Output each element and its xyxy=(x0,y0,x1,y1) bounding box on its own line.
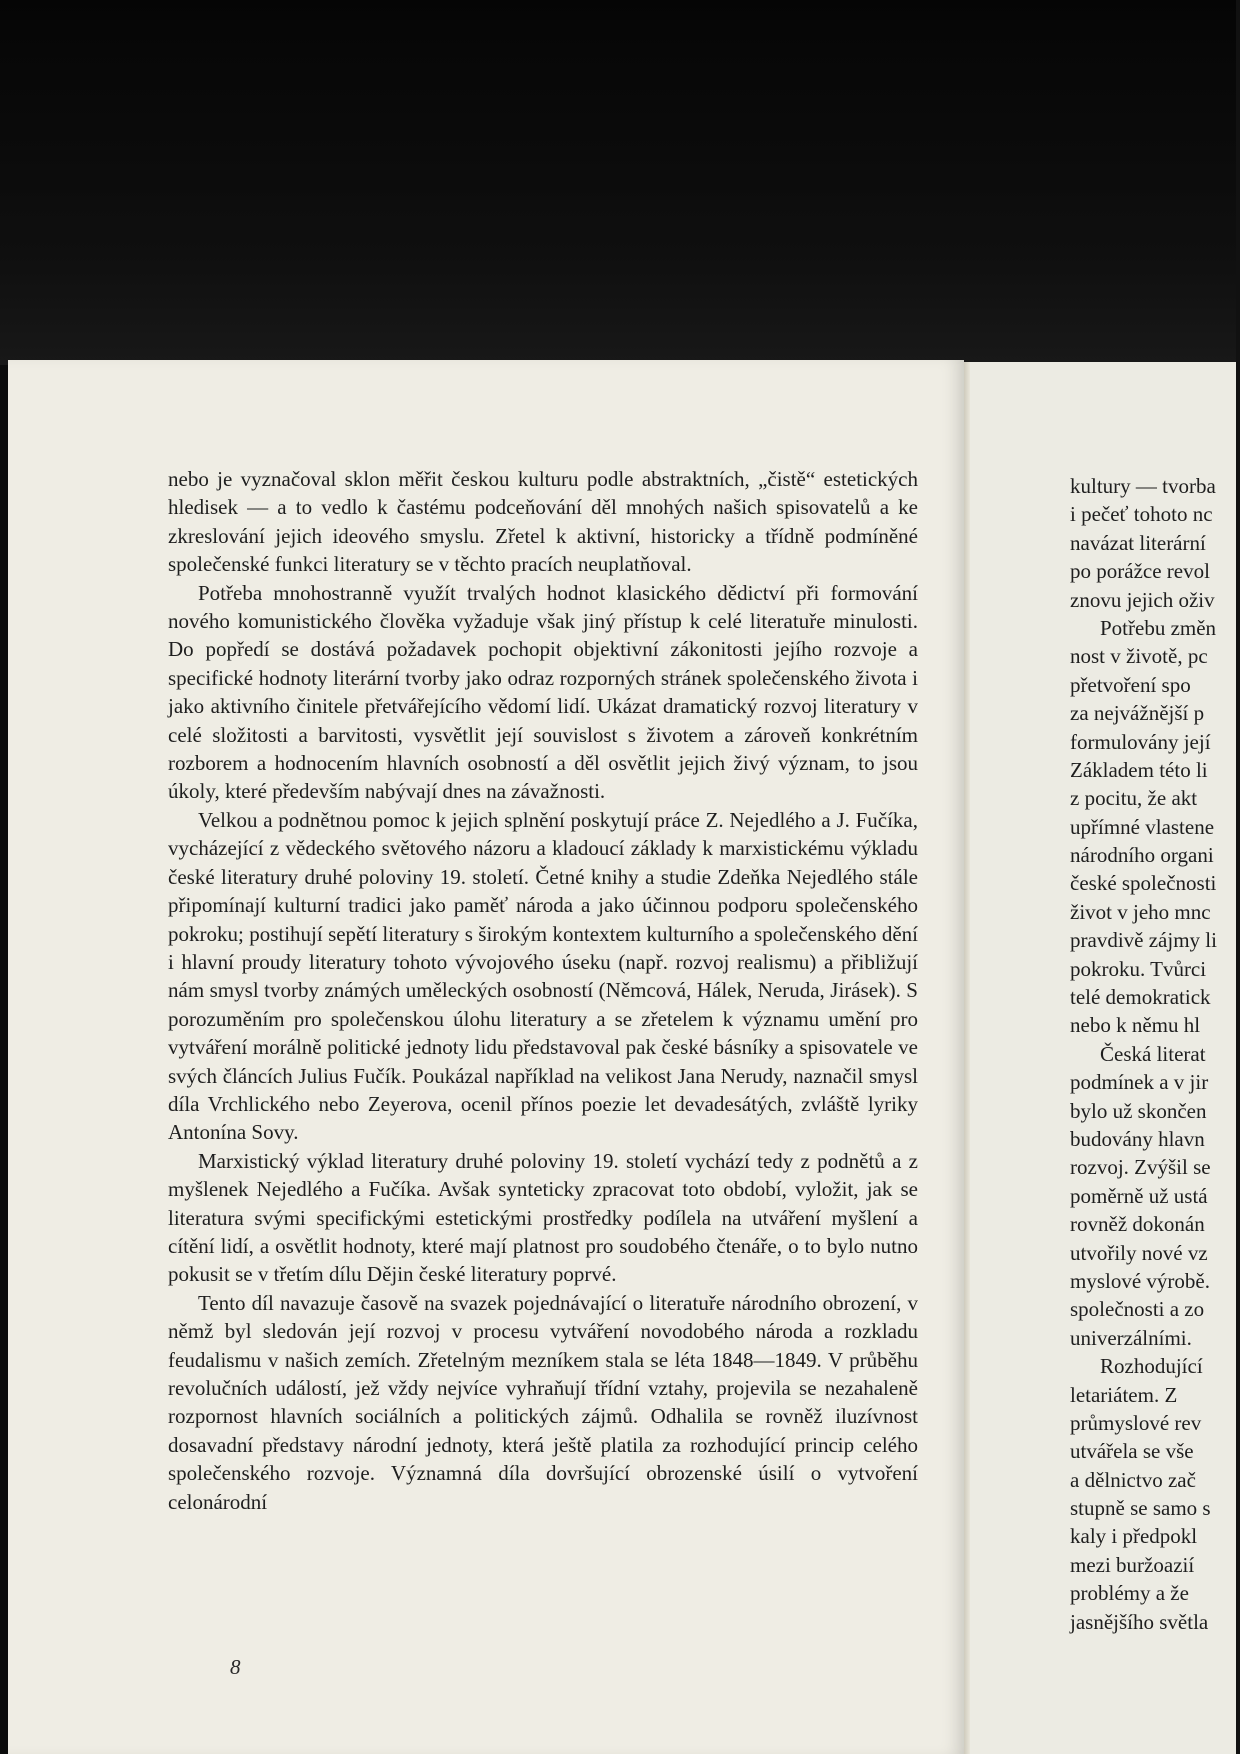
right-line: Základem této li xyxy=(1070,757,1208,782)
right-line: Česká literat xyxy=(1100,1041,1206,1066)
right-line: národního organi xyxy=(1070,843,1214,868)
paragraph-3: Velkou a podnětnou pomoc k jejich splnění poskytují práce Z. Nejedlého a J. Fučíka, vycházející z vědeckého světového názoru a kladoucí základy k marxistickému výkladu české literatury druhé poloviny 19. století. Četné knihy a studie Zdeňka Nejedlého stále připomínají kulturní tradici jako paměť národa a jako účinnou podporu společenského pokroku; postihují sepětí literatury s širokým kontextem kulturního a společenského dění i hlavní proudy literatury tohoto vývojového úseku (např. rozvoj realismu) a přibližují nám smysl tvorby známých uměleckých osobností (Němcová, Hálek, Neruda, Jirásek). S porozuměním pro společenskou úlohu literatury a se zřetelem k významu umění pro vytváření morálně politické jednoty lidu představoval pak české básníky a spisovatele ve svých článcích Julius Fučík. Poukázal například na velikost Jana Nerudy, naznačil smysl díla Vrchlického nebo Zeyerova, ocenil přínos poezie let devadesátých, zvláště lyriky Antonína Sovy. xyxy=(168,807,918,1145)
right-line: život v jeho mnc xyxy=(1070,899,1211,924)
right-line: jasnějšího světla xyxy=(1070,1609,1209,1634)
dark-background xyxy=(0,0,1240,365)
right-line: i pečeť tohoto nc xyxy=(1070,502,1213,527)
right-line: znovu jejich oživ xyxy=(1070,587,1215,612)
right-line: myslové výrobě. xyxy=(1070,1268,1210,1293)
right-line: přetvoření spo xyxy=(1070,672,1191,697)
left-page xyxy=(8,360,964,1754)
right-line: telé demokratick xyxy=(1070,985,1211,1010)
right-line: a dělnictvo zač xyxy=(1070,1467,1196,1492)
right-line: podmínek a v jir xyxy=(1070,1070,1209,1095)
right-line: po porážce revol xyxy=(1070,559,1210,584)
right-edge-shadow xyxy=(1236,0,1240,1754)
right-line: z pocitu, že akt xyxy=(1070,786,1198,811)
right-line: bylo už skončen xyxy=(1070,1098,1207,1123)
right-line: univerzálními. xyxy=(1070,1325,1192,1350)
right-line: za nejvážnější p xyxy=(1070,701,1205,726)
paragraph-2: Potřeba mnohostranně využít trvalých hodnot klasického dědictví při formování nového komunistického člověka vyžaduje však jiný přístup k celé literatuře minulosti. Do popředí se dostává požadavek pochopit objektivní zákonitosti jejího rozvoje a specifické hodnoty literární tvorby jako odraz rozporných stránek společenského života i jako aktivního činitele přetvářejícího vědomí lidí. Ukázat dramatický rozvoj literatury v celé složitosti a barvitosti, vysvětlit její souvislost s životem a zároveň konkrétním rozborem a hodnocením hlavních osobností a děl osvětlit jejich živý význam, to jsou úkoly, které především nabývají dnes na závažnosti. xyxy=(168,580,918,804)
right-line: nebo k němu hl xyxy=(1070,1013,1201,1038)
right-line: mezi buržoazií xyxy=(1070,1552,1195,1577)
right-line: formulovány její xyxy=(1070,729,1211,754)
right-line: Potřebu změn xyxy=(1100,615,1217,640)
right-line: rovněž dokonán xyxy=(1070,1212,1205,1237)
right-line: utvářela se vše xyxy=(1070,1439,1194,1464)
right-line: rozvoj. Zvýšil se xyxy=(1070,1155,1211,1180)
right-line: kaly i předpokl xyxy=(1070,1524,1198,1549)
right-line: průmyslové rev xyxy=(1070,1410,1202,1435)
page-number: 8 xyxy=(230,1655,241,1679)
right-line: kultury — tvorba xyxy=(1070,474,1216,498)
right-line: poměrně už ustá xyxy=(1070,1183,1208,1208)
paragraph-1: nebo je vyznačoval sklon měřit českou kulturu podle abstraktních, „čistě“ estetických hledisek — a to vedlo k častému podceňování děl mnohých našich spisovatelů a ke zkreslování jejich ideového smyslu. Zřetel k aktivní, historicky a třídně podmíněné společenské funkci literatury se v těchto pracích neuplatňoval. xyxy=(168,467,918,577)
right-line: problémy a že xyxy=(1070,1581,1189,1606)
right-line: české společnosti xyxy=(1070,871,1217,896)
right-page-text xyxy=(1070,472,1240,1636)
right-line: společnosti a zo xyxy=(1070,1297,1205,1322)
right-line: nost v životě, pc xyxy=(1070,644,1208,669)
right-line: utvořily nové vz xyxy=(1070,1240,1208,1265)
right-line: upřímné vlastene xyxy=(1070,814,1215,839)
right-line: letariátem. Z xyxy=(1070,1382,1178,1407)
main-text xyxy=(168,465,918,1516)
right-line: stupně se samo s xyxy=(1070,1496,1211,1521)
right-line: navázat literární xyxy=(1070,530,1206,555)
right-line: Rozhodující xyxy=(1100,1354,1203,1379)
paragraph-5: Tento díl navazuje časově na svazek pojednávající o literatuře národního obrození, v němž byl sledován její rozvoj v procesu vytváření novodobého národa a rozkladu feudalismu v našich zemích. Zřetelným mezníkem stala se léta 1848—1849. V průběhu revolučních událostí, jež vždy nejvíce vyhraňují třídní vztahy, projevila se nezahaleně rozpornost hlavních sociálních a politických zájmů. Odhalila se rovněž iluzívnost dosavadní představy národní jednoty, která ještě platila za rozhodující princip celého společenského rozvoje. Významná díla dovršující obrozenské úsilí o vytvoření celonárodní xyxy=(168,1290,918,1514)
right-page xyxy=(970,362,1240,1754)
right-line: pravdivě zájmy li xyxy=(1070,928,1217,953)
paragraph-4: Marxistický výklad literatury druhé poloviny 19. století vychází tedy z podnětů a z myšlenek Nejedlého a Fučíka. Avšak synteticky zpracovat toto období, vyložit, jak se literatura svými specifickými estetickými prostředky podílela na utváření myšlení a cítění lidí, a osvětlit hodnoty, které mají platnost pro soudobého čtenáře, o to bylo nutno pokusit se v třetím dílu Dějin české literatury poprvé. xyxy=(168,1148,918,1287)
right-line: budovány hlavn xyxy=(1070,1126,1205,1151)
right-line: pokroku. Tvůrci xyxy=(1070,956,1207,981)
